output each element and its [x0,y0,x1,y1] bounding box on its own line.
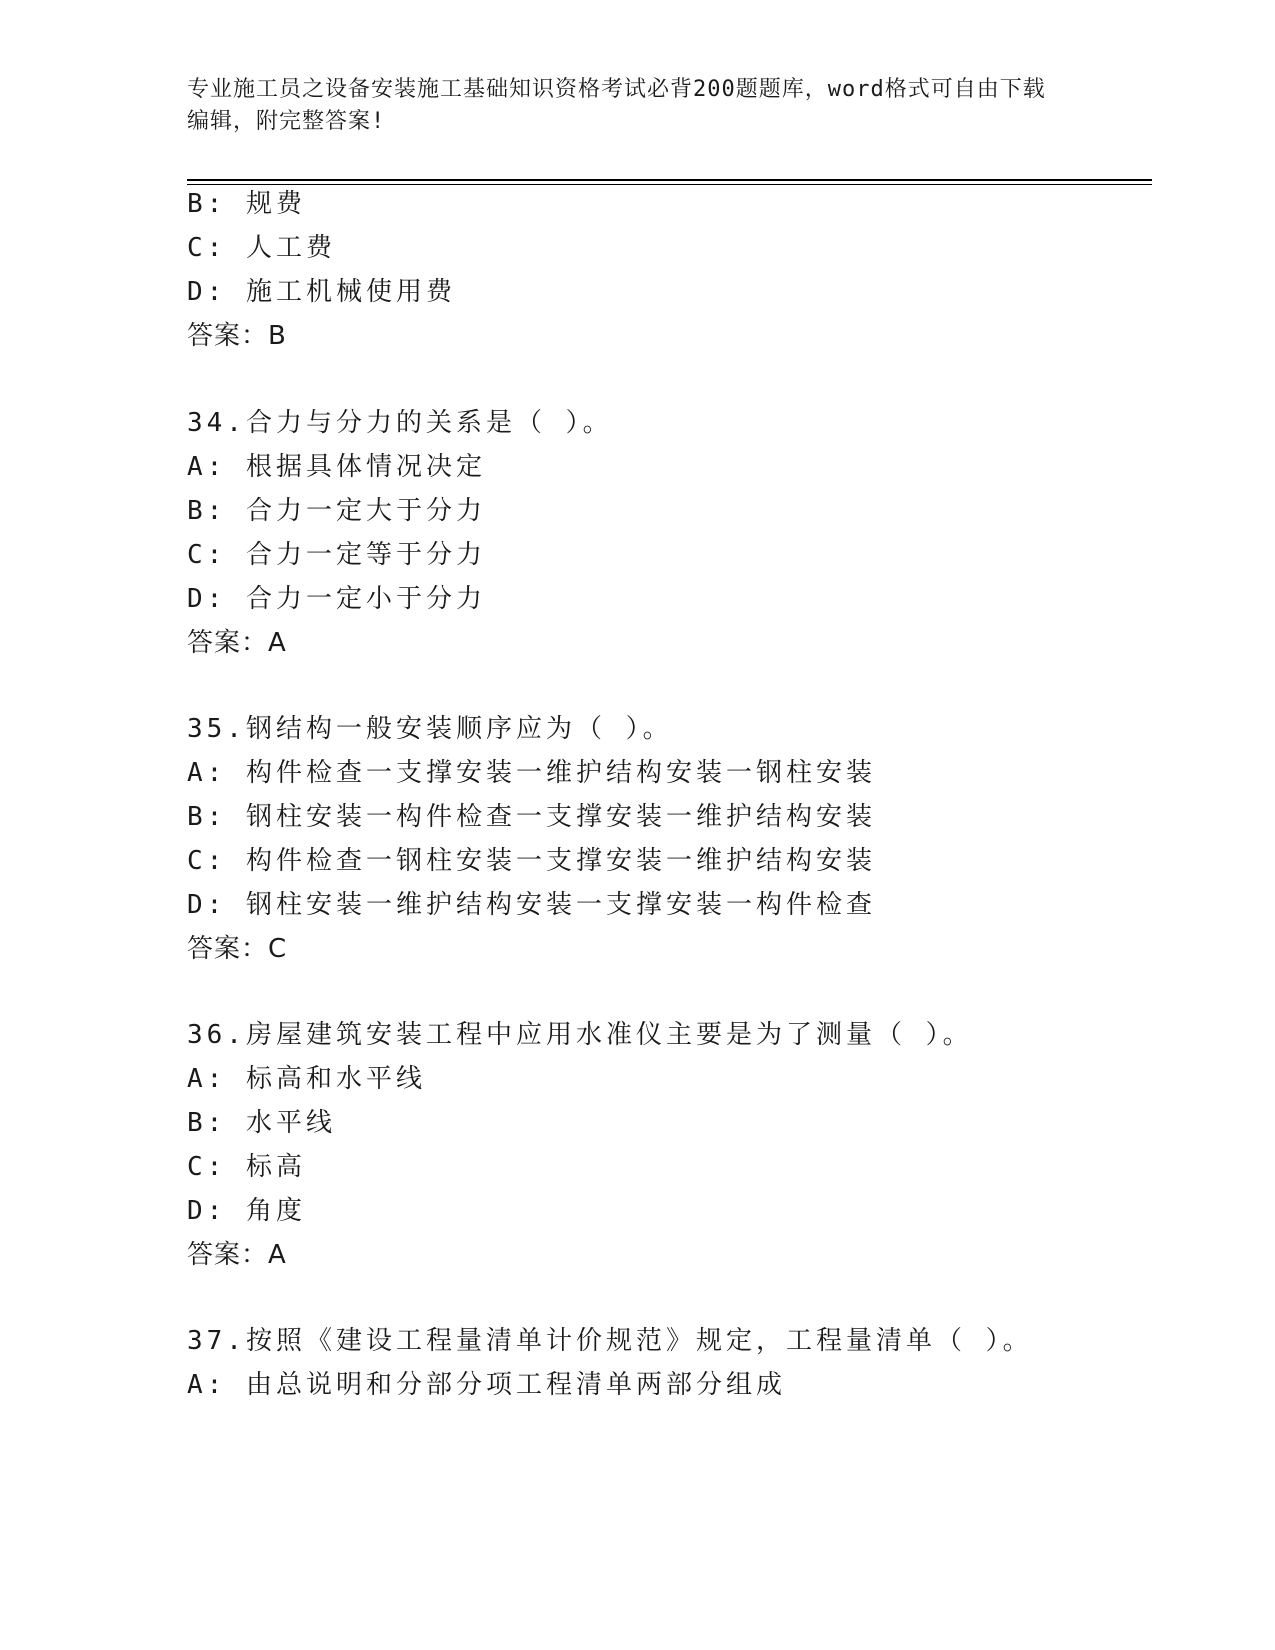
question-stem: 37.按照《建设工程量清单计价规范》规定，工程量清单（ ）。 [187,1326,1033,1356]
option-d: D: 合力一定小于分力 [187,584,486,614]
question-stem: 36.房屋建筑安装工程中应用水准仪主要是为了测量（ ）。 [187,1020,973,1050]
question-stem: 34.合力与分力的关系是（ ）。 [187,408,613,438]
document-header: 专业施工员之设备安装施工基础知识资格考试必背200题题库，word格式可自由下载编辑，附完整答案! [187,77,1046,134]
option-b: B: 合力一定大于分力 [187,496,486,526]
question-stem: 35.钢结构一般安装顺序应为（ ）。 [187,714,673,744]
answer: 答案：A [187,1240,287,1270]
option-d: D: 角度 [187,1196,306,1226]
option-c: C: 人工费 [187,233,336,263]
option-d: D: 施工机械使用费 [187,277,456,307]
option-b: B: 规费 [187,189,306,219]
option-c: C: 标高 [187,1152,306,1182]
option-a: A: 标高和水平线 [187,1064,426,1094]
header-rule-thick [187,179,1152,181]
answer: 答案：C [187,934,288,964]
header-rule-thin [187,184,1152,185]
option-d: D: 钢柱安装一维护结构安装一支撑安装一构件检查 [187,890,876,920]
answer: 答案：A [187,628,287,658]
option-b: B: 水平线 [187,1108,336,1138]
option-c: C: 构件检查一钢柱安装一支撑安装一维护结构安装 [187,846,876,876]
option-c: C: 合力一定等于分力 [187,540,486,570]
option-a: A: 构件检查一支撑安装一维护结构安装一钢柱安装 [187,758,876,788]
option-a: A: 由总说明和分部分项工程清单两部分组成 [187,1370,786,1400]
option-b: B: 钢柱安装一构件检查一支撑安装一维护结构安装 [187,802,876,832]
answer: 答案：B [187,321,287,351]
option-a: A: 根据具体情况决定 [187,452,486,482]
